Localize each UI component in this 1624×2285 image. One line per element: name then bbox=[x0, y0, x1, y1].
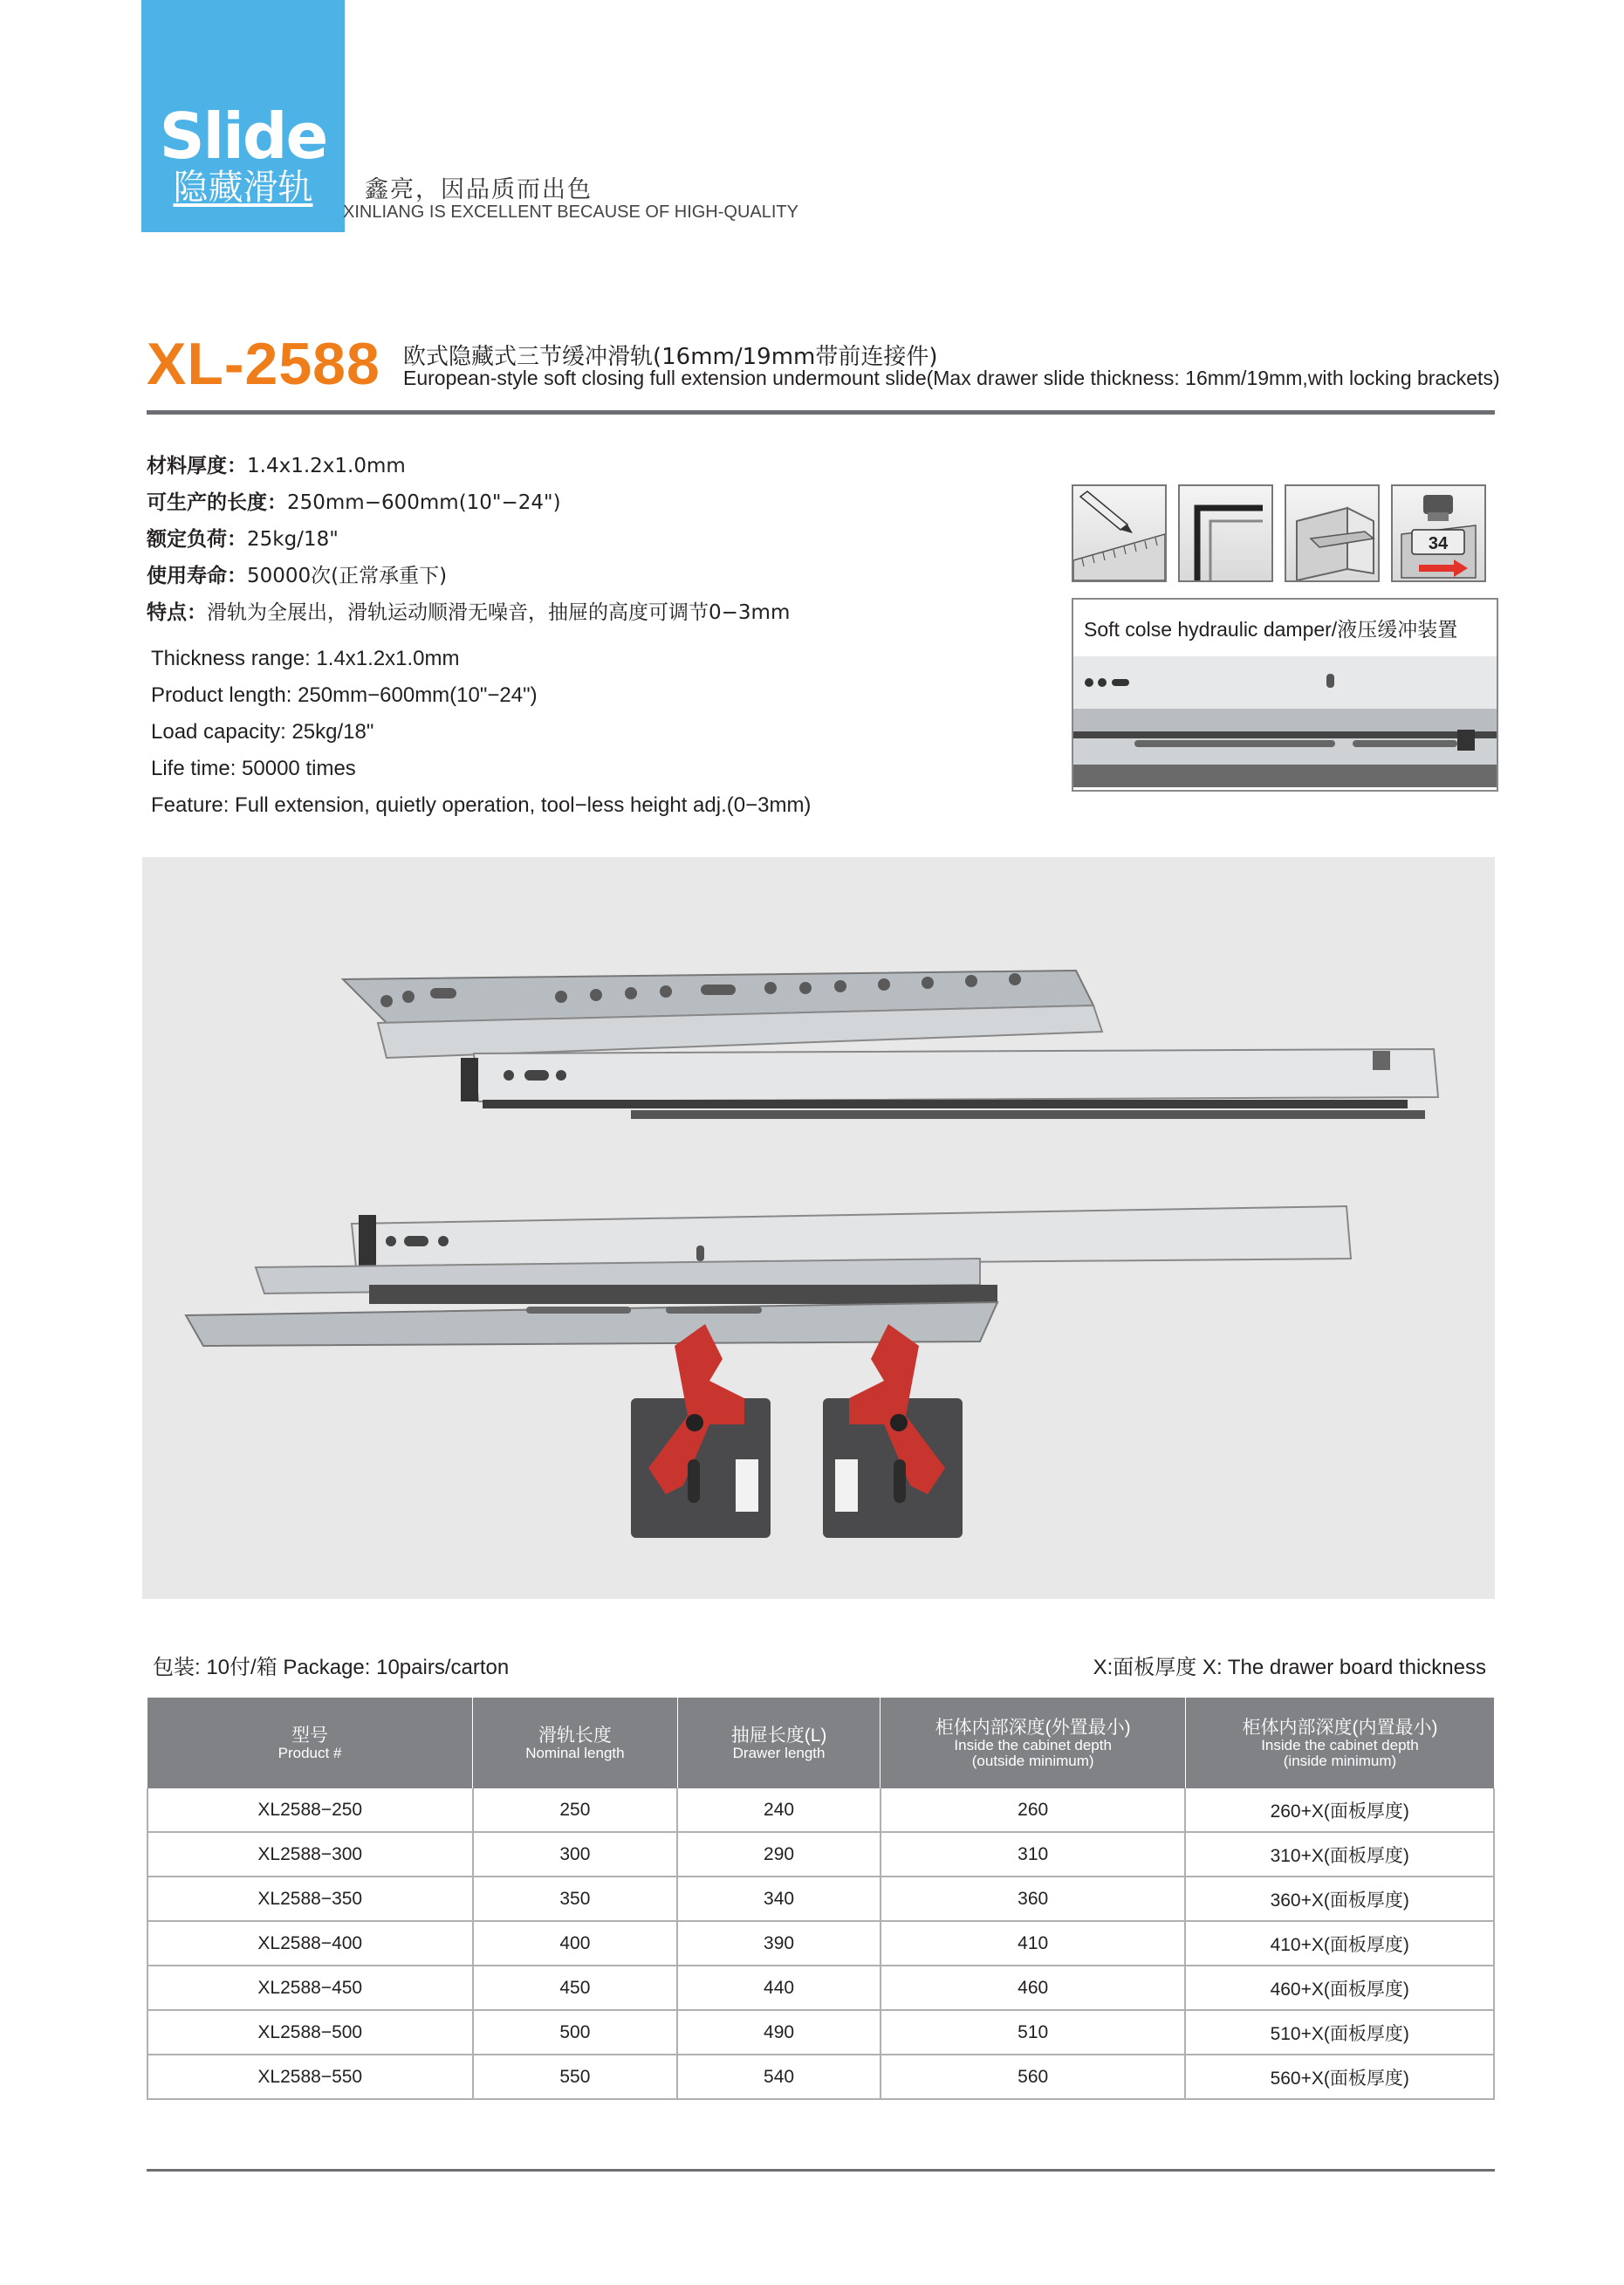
table-header-row bbox=[147, 1698, 1494, 1788]
spec-cn-load: 额定负荷：25kg/18" bbox=[147, 528, 339, 551]
damper-label: Soft colse hydraulic damper/液压缓冲装置 bbox=[1084, 618, 1458, 641]
product-title-cn: 欧式隐藏式三节缓冲滑轨(16mm/19mm带前连接件) bbox=[403, 344, 938, 370]
table-row bbox=[147, 2010, 1494, 2055]
table-row bbox=[147, 1877, 1494, 1921]
spec-cn-length: 可生产的长度：250mm−600mm(10"−24") bbox=[147, 491, 561, 514]
cell-product: XL2588−500 bbox=[147, 2010, 473, 2055]
corner-frame-icon bbox=[1178, 484, 1273, 582]
spec-cn-feature: 特点：滑轨为全展出，滑轨运动顺滑无噪音，抽屉的高度可调节0−3mm bbox=[147, 601, 791, 624]
cell-product: XL2588−250 bbox=[147, 1788, 473, 1832]
spec-table bbox=[147, 1698, 1495, 2100]
divider-top bbox=[147, 410, 1495, 415]
ruler-pencil-icon bbox=[1072, 484, 1167, 582]
cell-product: XL2588−450 bbox=[147, 1966, 473, 2010]
cell-product: XL2588−300 bbox=[147, 1832, 473, 1877]
cell-product: XL2588−350 bbox=[147, 1877, 473, 1921]
cell-drawer: 490 bbox=[677, 2010, 881, 2055]
cell-depth-outside: 460 bbox=[881, 1966, 1186, 2010]
cell-depth-inside: 310+X(面板厚度) bbox=[1185, 1832, 1494, 1877]
cell-nominal: 250 bbox=[473, 1788, 678, 1832]
cell-nominal: 450 bbox=[473, 1966, 678, 2010]
cell-product: XL2588−400 bbox=[147, 1921, 473, 1966]
spec-en-thickness: Thickness range: 1.4x1.2x1.0mm bbox=[151, 647, 460, 670]
locking-bracket-right bbox=[823, 1324, 963, 1538]
upper-slide-inner bbox=[474, 1049, 1438, 1101]
cell-depth-inside: 260+X(面板厚度) bbox=[1185, 1788, 1494, 1832]
cell-depth-outside: 560 bbox=[881, 2055, 1186, 2099]
product-photo bbox=[142, 857, 1495, 1599]
table-row bbox=[147, 1788, 1494, 1832]
col-header-nominal-length: 滑轨长度 Nominal length bbox=[473, 1698, 678, 1788]
model-number: XL-2588 bbox=[147, 331, 380, 397]
table-row bbox=[147, 2055, 1494, 2099]
cell-nominal: 350 bbox=[473, 1877, 678, 1921]
cell-depth-inside: 510+X(面板厚度) bbox=[1185, 2010, 1494, 2055]
locking-bracket-left bbox=[631, 1324, 771, 1538]
lower-slide-inner bbox=[352, 1206, 1351, 1267]
spec-cn-life: 使用寿命：50000次(正常承重下) bbox=[147, 565, 448, 587]
divider-bottom bbox=[147, 2169, 1495, 2172]
slogan-en: XINLIANG IS EXCELLENT BECAUSE OF HIGH-QUALITY bbox=[343, 202, 798, 222]
cell-drawer: 540 bbox=[677, 2055, 881, 2099]
spec-en-length: Product length: 250mm−600mm(10"−24") bbox=[151, 683, 538, 707]
table-row bbox=[147, 1921, 1494, 1966]
cell-nominal: 550 bbox=[473, 2055, 678, 2099]
spec-cn-thickness: 材料厚度：1.4x1.2x1.0mm bbox=[147, 455, 406, 477]
package-info: 包装: 10付/箱 Package: 10pairs/carton bbox=[153, 1656, 510, 1679]
cell-drawer: 240 bbox=[677, 1788, 881, 1832]
spec-en-feature: Feature: Full extension, quietly operation, tool−less height adj.(0−3mm) bbox=[151, 793, 812, 817]
brand-badge bbox=[141, 0, 345, 232]
cell-nominal: 500 bbox=[473, 2010, 678, 2055]
cell-depth-outside: 510 bbox=[881, 2010, 1186, 2055]
cell-drawer: 440 bbox=[677, 1966, 881, 2010]
cell-depth-outside: 260 bbox=[881, 1788, 1186, 1832]
weight-number: 34 bbox=[1428, 534, 1449, 553]
badge-title: Slide bbox=[159, 99, 327, 173]
cell-drawer: 290 bbox=[677, 1832, 881, 1877]
cell-nominal: 300 bbox=[473, 1832, 678, 1877]
spec-en-load: Load capacity: 25kg/18" bbox=[151, 720, 374, 744]
col-header-depth-outside: 柜体内部深度(外置最小) Inside the cabinet depth (outside minimum) bbox=[881, 1698, 1186, 1788]
cell-depth-inside: 410+X(面板厚度) bbox=[1185, 1921, 1494, 1966]
cell-depth-outside: 310 bbox=[881, 1832, 1186, 1877]
drawer-icon bbox=[1285, 484, 1380, 582]
cell-depth-inside: 460+X(面板厚度) bbox=[1185, 1966, 1494, 2010]
cell-drawer: 340 bbox=[677, 1877, 881, 1921]
col-header-depth-inside: 柜体内部深度(内置最小) Inside the cabinet depth (inside minimum) bbox=[1185, 1698, 1494, 1788]
spec-en-life: Life time: 50000 times bbox=[151, 757, 356, 780]
cell-nominal: 400 bbox=[473, 1921, 678, 1966]
table-row bbox=[147, 1966, 1494, 2010]
table-row bbox=[147, 1832, 1494, 1877]
x-note: X:面板厚度 X: The drawer board thickness bbox=[1093, 1656, 1486, 1679]
cell-depth-inside: 360+X(面板厚度) bbox=[1185, 1877, 1494, 1921]
cell-depth-outside: 360 bbox=[881, 1877, 1186, 1921]
cell-product: XL2588−550 bbox=[147, 2055, 473, 2099]
weight-34-icon bbox=[1391, 484, 1486, 582]
product-title-en: European-style soft closing full extension undermount slide(Max drawer slide thickness: 16mm/19mm,with locking brackets) bbox=[403, 367, 1500, 389]
cell-depth-inside: 560+X(面板厚度) bbox=[1185, 2055, 1494, 2099]
cell-depth-outside: 410 bbox=[881, 1921, 1186, 1966]
badge-subtitle: 隐藏滑轨 bbox=[173, 168, 313, 208]
damper-feature-box bbox=[1072, 598, 1498, 792]
cell-drawer: 390 bbox=[677, 1921, 881, 1966]
slogan-cn: 鑫亮，因品质而出色 bbox=[365, 176, 593, 203]
col-header-product: 型号 Product # bbox=[147, 1698, 473, 1788]
damper-closeup-image bbox=[1073, 656, 1497, 787]
col-header-drawer-length: 抽屉长度(L) Drawer length bbox=[677, 1698, 881, 1788]
